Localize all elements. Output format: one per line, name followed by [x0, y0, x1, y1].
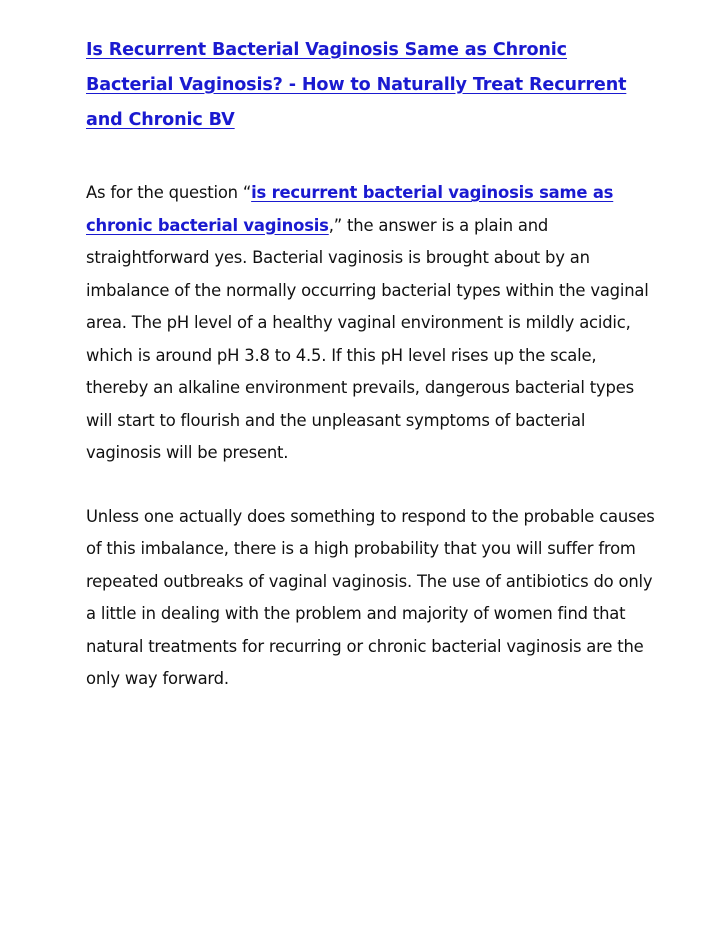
article-title [86, 33, 656, 138]
document-page [86, 33, 656, 696]
question-link[interactable]: is recurrent bacterial vaginosis same as chronic bacterial vaginosis [86, 183, 614, 235]
paragraph-1-rest: ,” the answer is a plain and straightforward yes. Bacterial vaginosis is brought about by an imbalance of the normally occurring bacterial types within the vaginal area. The pH level of a healthy vaginal environment is mildly acidic, which is around pH 3.8 to 4.5. If this pH level rises up the scale, thereby an alkaline environment prevails, dangerous bacterial types will start to flourish and the unpleasant symptoms of bacterial vaginosis will be present. [86, 215, 649, 462]
paragraph-1-lead: As for the question “ [86, 183, 252, 202]
paragraph-2: Unless one actually does something to respond to the probable causes of this imbalance, there is a high probability that you will suffer from repeated outbreaks of vaginal vaginosis. The use of antibiotics do only a little in dealing with the problem and majority of women find that natural treatments for recurring or chronic bacterial vaginosis are the only way forward. [86, 506, 655, 688]
paragraph-1 [86, 177, 656, 470]
article-title-link[interactable]: Is Recurrent Bacterial Vaginosis Same as Chronic Bacterial Vaginosis? - How to Naturally Treat Recurrent and Chronic BV [86, 40, 627, 130]
